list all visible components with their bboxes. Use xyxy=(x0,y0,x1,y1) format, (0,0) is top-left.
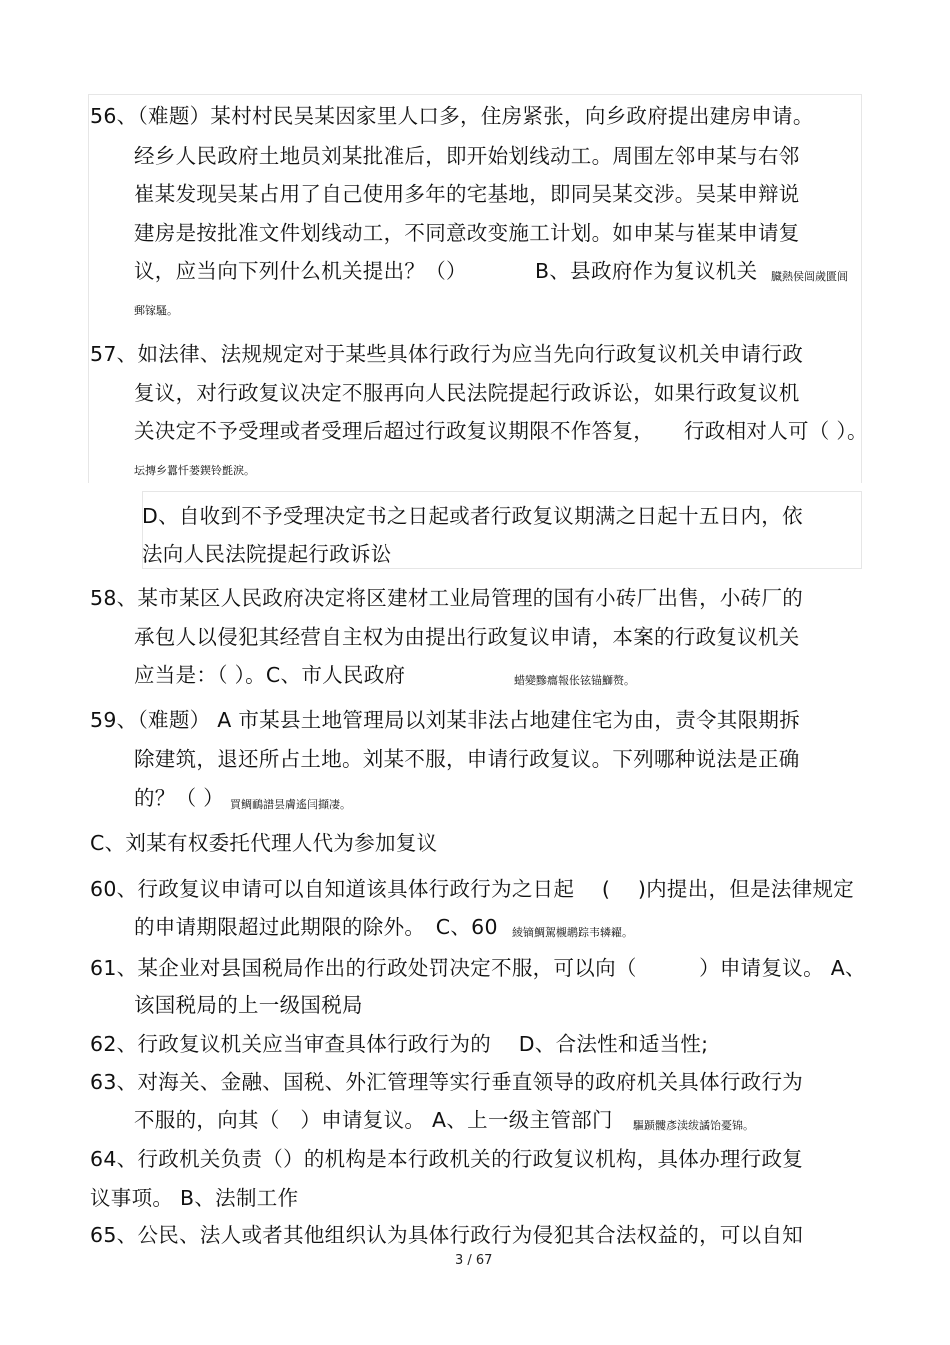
page-number: 3 / 67 xyxy=(455,1253,493,1268)
q57-line-2: 复议，对行政复议决定不服再向人民法院提起行政诉讼，如果行政复议机 xyxy=(134,381,800,405)
q63-line-2: 不服的，向其（ ）申请复议。 A、上一级主管部门 xyxy=(134,1108,613,1132)
q64-line-2: 议事项。 B、法制工作 xyxy=(90,1186,299,1210)
q58-line-2: 承包人以侵犯其经营自主权为由提出行政复议申请，本案的行政复议机关 xyxy=(134,625,800,649)
q57-line-1: 57、如法律、法规规定对于某些具体行政行为应当先向行政复议机关申请行政 xyxy=(90,342,804,366)
q60-line-1: 60、行政复议申请可以自知道该具体行政行为之日起 ( )内提出，但是法律规定 xyxy=(90,877,855,901)
q57-line-3: 关决定不予受理或者受理后超过行政复议期限不作答复， xyxy=(134,419,654,443)
q56-line-5: 议，应当向下列什么机关提出？（） xyxy=(134,259,467,283)
q56-line-4: 建房是按批准文件划线动工，不同意改变施工计划。如申某与崔某申请复 xyxy=(134,221,800,245)
q58-garbled: 蜡變黲癟報伥铉锚鰤赘。 xyxy=(514,674,635,687)
q56-line-1: 56、（难题）某村村民吴某因家里人口多，住房紧张，向乡政府提出建房申请。 xyxy=(90,104,814,128)
q59-answer: C、刘某有权委托代理人代为参加复议 xyxy=(90,831,438,855)
q59-line-2: 除建筑，退还所占土地。刘某不服，申请行政复议。下列哪种说法是正确 xyxy=(134,747,800,771)
q61-line-2: 该国税局的上一级国税局 xyxy=(134,993,363,1017)
q56-garbled-1: 臓熱侯闿歲匱阊 xyxy=(771,270,848,283)
q62-line-1: 62、行政复议机关应当审查具体行政行为的 D、合法性和适当性; xyxy=(90,1032,709,1056)
q56-line-3: 崔某发现吴某占用了自己使用多年的宅基地，即同吴某交涉。吴某申辩说 xyxy=(134,182,800,206)
q65-line-1: 65、公民、法人或者其他组织认为具体行政行为侵犯其合法权益的，可以自知 xyxy=(90,1223,804,1247)
q58-line-3: 应当是：（ ）。C、市人民政府 xyxy=(134,663,406,687)
q60-garbled: 綾镝鯛駕櫬鹕踪韦辚糴。 xyxy=(512,926,633,939)
q61-line-1: 61、某企业对县国税局作出的行政处罚决定不服，可以向（ ）申请复议。 A、 xyxy=(90,956,866,980)
q63-garbled: 驅踬髏彥渎绂譎饴憂锦。 xyxy=(633,1119,754,1132)
q57-answer-line-2: 法向人民法院提起行政诉讼 xyxy=(142,542,392,566)
q58-line-1: 58、某市某区人民政府决定将区建材工业局管理的国有小砖厂出售，小砖厂的 xyxy=(90,586,804,610)
q64-line-1: 64、行政机关负责（）的机构是本行政机关的行政复议机构，具体办理行政复 xyxy=(90,1147,804,1171)
q59-line-3: 的？（ ） xyxy=(134,786,225,810)
q56-answer: B、县政府作为复议机关 xyxy=(535,259,758,283)
q57-line-3-end: 行政相对人可（ ）。 xyxy=(684,419,868,443)
q57-answer-line-1: D、自收到不予受理决定书之日起或者行政复议期满之日起十五日内，依 xyxy=(142,504,803,528)
q60-line-2: 的申请期限超过此期限的除外。 C、60 xyxy=(134,915,498,939)
q57-garbled: 坛摶乡囂忏蒌鍥铃氈淚。 xyxy=(134,464,255,477)
q56-line-2: 经乡人民政府土地员刘某批准后，即开始划线动工。周围左邻申某与右邻 xyxy=(134,144,800,168)
q59-garbled: 買鲷鴯譜昙膚遙闫擷凄。 xyxy=(230,798,351,811)
q56-garbled-2: 郵镓騷。 xyxy=(134,304,178,317)
q63-line-1: 63、对海关、金融、国税、外汇管理等实行垂直领导的政府机关具体行政行为 xyxy=(90,1070,804,1094)
q59-line-1: 59、（难题） A 市某县土地管理局以刘某非法占地建住宅为由，责令其限期拆 xyxy=(90,708,800,732)
